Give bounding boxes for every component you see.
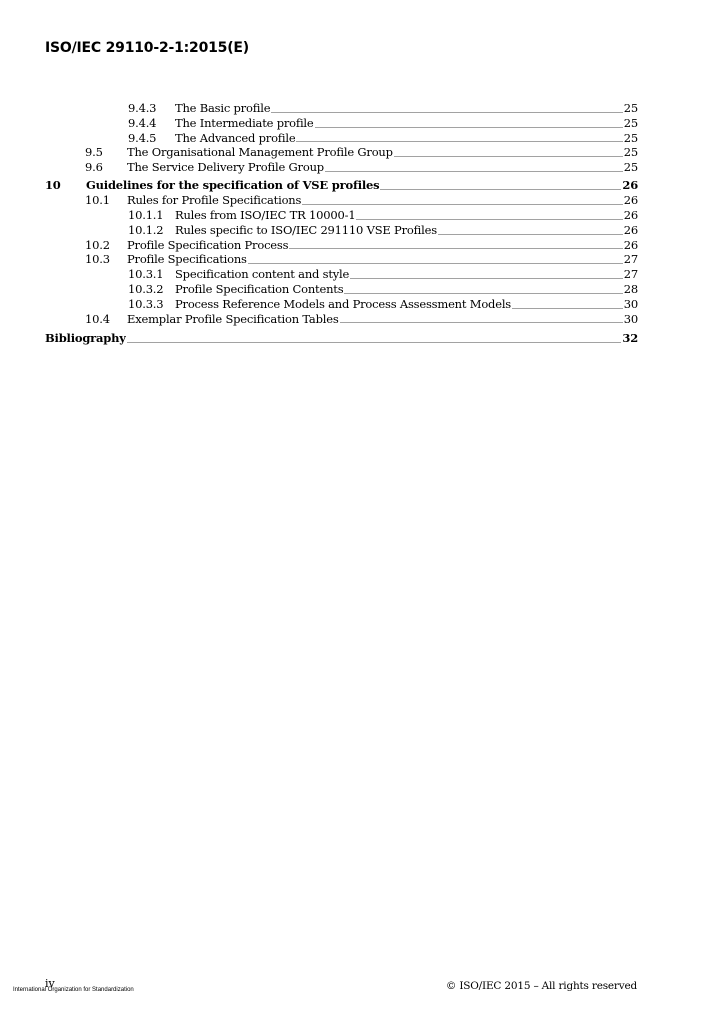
dot-leader xyxy=(394,156,623,157)
toc-entry[interactable] xyxy=(45,331,638,346)
toc-entry-number: 10.3.3 xyxy=(128,296,164,311)
toc-entry-number: 9.5 xyxy=(85,145,103,160)
toc-entry-title: The Service Delivery Profile Group xyxy=(127,160,324,175)
toc-entry-number: 10.3 xyxy=(85,252,110,267)
toc-entry-title: Rules for Profile Specifications xyxy=(127,193,302,208)
toc-entry-title: The Basic profile xyxy=(175,101,271,115)
toc-entry-page: 25 xyxy=(623,101,638,115)
toc-entry-page: 32 xyxy=(622,331,638,346)
dot-leader xyxy=(296,141,622,142)
toc-entry-title: The Organisational Management Profile Group xyxy=(127,145,393,160)
toc-entry-number: 10.1.2 xyxy=(128,222,164,237)
toc-entry-title: Rules from ISO/IEC TR 10000-1 xyxy=(175,208,356,223)
toc-entry-page: 26 xyxy=(623,208,638,223)
toc-entry-page: 27 xyxy=(623,267,638,282)
organization-label: International Organization for Standardization xyxy=(13,987,134,993)
toc-entry-title: Specification content and style xyxy=(175,267,350,282)
dot-leader xyxy=(344,293,622,294)
toc-entry-title: The Intermediate profile xyxy=(175,115,314,130)
toc-entry[interactable] xyxy=(45,116,638,131)
toc-entry[interactable] xyxy=(45,238,638,253)
toc-entry-page: 28 xyxy=(623,282,638,297)
dot-leader xyxy=(315,127,623,128)
toc-entry[interactable] xyxy=(45,282,638,297)
toc-entry-page: 27 xyxy=(623,252,638,267)
toc-entry[interactable] xyxy=(45,267,638,282)
copyright-notice: © ISO/IEC 2015 – All rights reserved xyxy=(445,980,637,992)
toc-entry-page: 25 xyxy=(623,115,638,130)
toc-entry-page: 30 xyxy=(623,311,638,326)
dot-leader xyxy=(350,278,623,279)
toc-entry[interactable] xyxy=(45,145,638,160)
toc-entry[interactable] xyxy=(45,208,638,223)
toc-entry-page: 26 xyxy=(622,178,638,193)
toc-entry-number: 10.3.1 xyxy=(128,267,164,282)
toc-entry-number: 10.3.2 xyxy=(128,282,164,297)
dot-leader xyxy=(248,263,623,264)
toc-entry-title: The Advanced profile xyxy=(175,130,296,145)
toc-entry-title: Bibliography xyxy=(45,331,126,346)
toc-entry-page: 25 xyxy=(623,160,638,175)
toc-entry-number: 9.6 xyxy=(85,160,103,175)
toc-entry-number: 9.4.4 xyxy=(128,115,157,130)
toc-entry-page: 26 xyxy=(623,237,638,252)
toc-entry-title: Rules specific to ISO/IEC 291110 VSE Profiles xyxy=(175,222,437,237)
toc-entry[interactable] xyxy=(45,193,638,208)
dot-leader xyxy=(289,248,622,249)
toc-entry-number: 9.4.5 xyxy=(128,130,157,145)
dot-leader xyxy=(340,322,623,323)
document-id-header: ISO/IEC 29110-2-1:2015(E) xyxy=(45,40,249,56)
toc-entry[interactable] xyxy=(45,297,638,312)
toc-entry[interactable] xyxy=(45,252,638,267)
toc-entry-number: 10.4 xyxy=(85,311,110,326)
dot-leader xyxy=(438,234,623,235)
toc-entry-title: Profile Specification Contents xyxy=(175,282,344,297)
toc-entry[interactable] xyxy=(45,160,638,175)
toc-entry[interactable] xyxy=(45,223,638,238)
table-of-contents xyxy=(45,101,638,346)
toc-entry-page: 30 xyxy=(623,296,638,311)
page-number-roman: iv xyxy=(45,977,55,990)
toc-entry-title: Process Reference Models and Process Assessment Models xyxy=(175,296,512,311)
toc-entry[interactable] xyxy=(45,101,638,116)
toc-entry-page: 25 xyxy=(623,145,638,160)
dot-leader xyxy=(356,219,622,220)
toc-entry-title: Profile Specifications xyxy=(127,252,247,267)
dot-leader xyxy=(127,342,622,343)
toc-entry[interactable] xyxy=(45,312,638,327)
toc-entry-title: Guidelines for the specification of VSE profiles xyxy=(86,178,380,193)
toc-entry-page: 25 xyxy=(623,130,638,145)
toc-entry-number: 10.2 xyxy=(85,237,110,252)
toc-entry-title: Profile Specification Process xyxy=(127,237,289,252)
toc-entry-page: 26 xyxy=(623,222,638,237)
toc-entry[interactable] xyxy=(45,178,638,193)
dot-leader xyxy=(325,171,623,172)
dot-leader xyxy=(380,189,621,190)
toc-entry-number: 10.1.1 xyxy=(128,208,164,223)
dot-leader xyxy=(271,112,622,113)
toc-entry-title: Exemplar Profile Specification Tables xyxy=(127,311,339,326)
toc-entry-page: 26 xyxy=(623,193,638,208)
dot-leader xyxy=(302,204,623,205)
toc-entry[interactable] xyxy=(45,131,638,146)
dot-leader xyxy=(512,308,623,309)
toc-entry-number: 10 xyxy=(45,178,61,193)
toc-entry-number: 9.4.3 xyxy=(128,101,157,115)
toc-entry-number: 10.1 xyxy=(85,193,110,208)
